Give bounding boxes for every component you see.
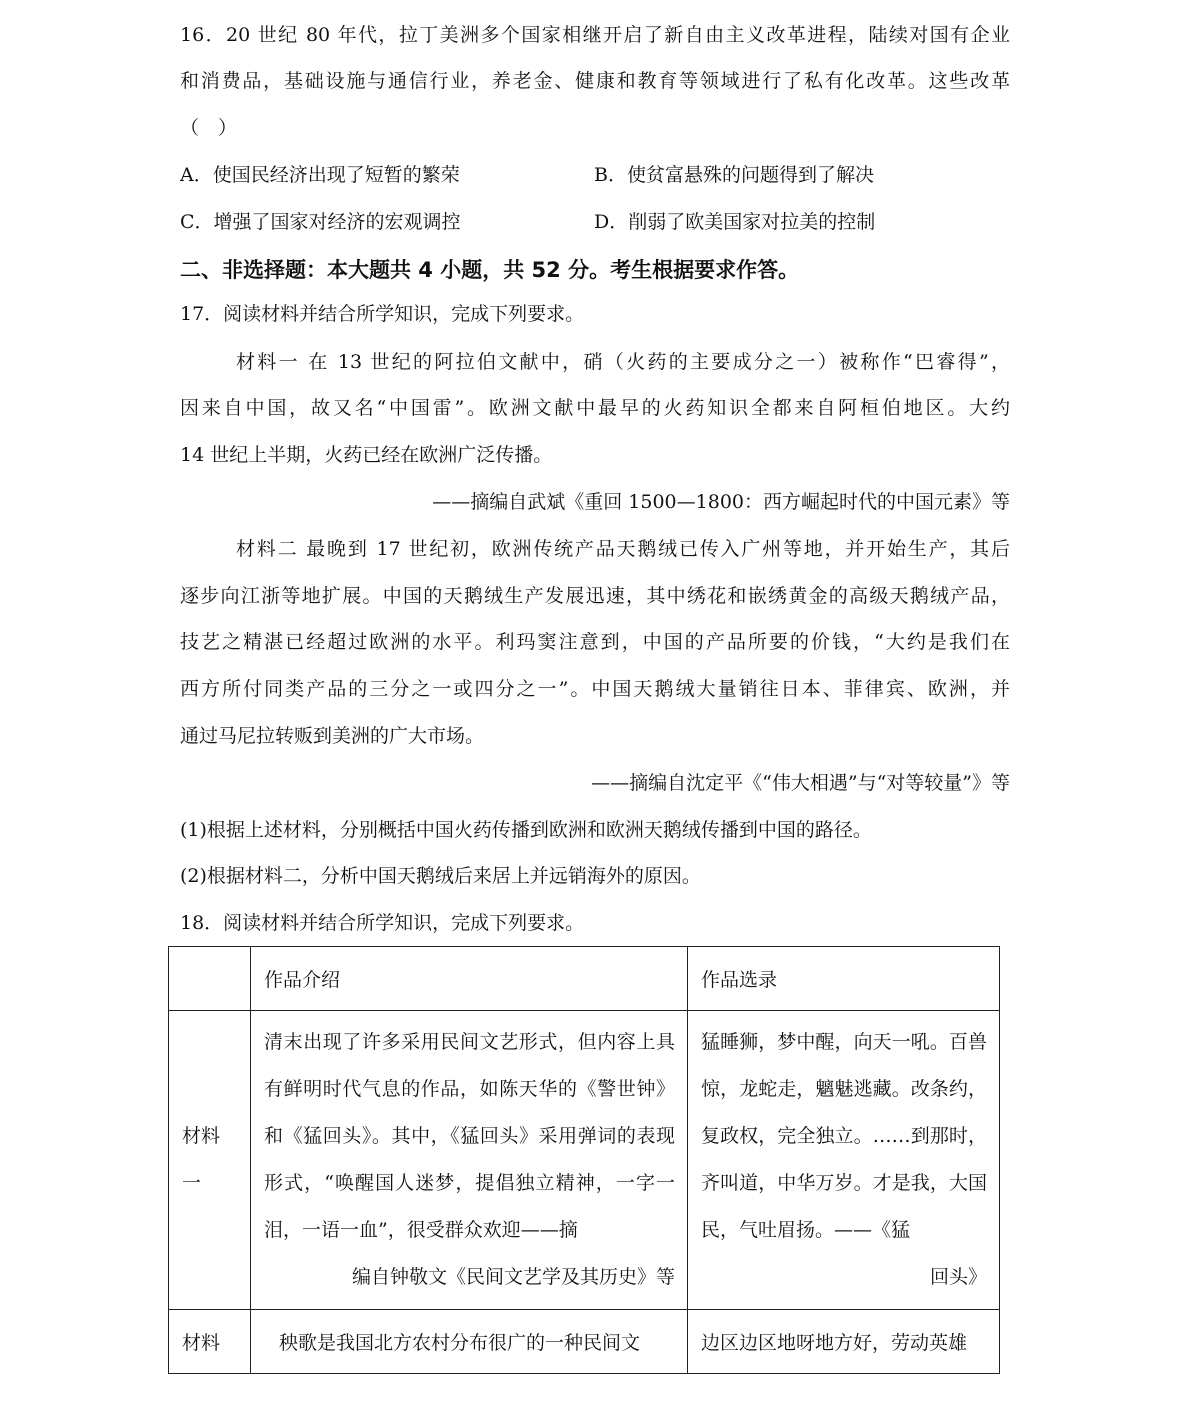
header-cell-label — [169, 947, 251, 1011]
table-header-row — [169, 947, 1000, 1011]
row1-excerpt-source: 回头》 — [929, 1266, 987, 1288]
q17-material-2-line-3: 技艺之精湛已经超过欧洲的水平。利玛窦注意到，中国的产品所要的价钱，“大约是我们在 — [180, 631, 1010, 653]
row1-excerpt: 猛睡狮，梦中醒，向天一吼。百兽惊，龙蛇走，魑魅逃藏。改条约，复政权，完全独立。……到那时，齐叫道，中华万岁。才是我，大国民，气吐眉扬。——《猛 — [701, 1031, 987, 1241]
q17-stem: 17．阅读材料并结合所学知识，完成下列要求。 — [180, 303, 585, 325]
row1-excerpt-cell — [688, 1011, 1000, 1310]
q16-answer-blank: （ ） — [180, 117, 238, 139]
q16-option-a: A．使国民经济出现了短暂的繁荣 — [180, 164, 460, 186]
q16-option-d: D．削弱了欧美国家对拉美的控制 — [594, 211, 876, 233]
section-2-heading: 二、非选择题：本大题共 4 小题，共 52 分。考生根据要求作答。 — [180, 258, 800, 282]
q16-option-c: C．增强了国家对经济的宏观调控 — [180, 211, 461, 233]
q16-stem-line-1: 16．20 世纪 80 年代，拉丁美洲多个国家相继开启了新自由主义改革进程，陆续对国有企业 — [180, 24, 1010, 46]
q17-material-2-line-5: 通过马尼拉转贩到美洲的广大市场。 — [180, 725, 485, 747]
q17-subquestion-1: (1)根据上述材料，分别概括中国火药传播到欧洲和欧洲天鹅绒传播到中国的路径。 — [180, 819, 872, 841]
row2-intro: 秧歌是我国北方农村分布很广的一种民间文 — [251, 1310, 688, 1374]
q17-subquestion-2: (2)根据材料二，分析中国天鹅绒后来居上并远销海外的原因。 — [180, 865, 701, 887]
q16-option-b: B．使贫富悬殊的问题得到了解决 — [594, 164, 874, 186]
row1-label-line-1: 材料 — [182, 1125, 221, 1147]
row1-excerpt-text — [688, 1011, 999, 1309]
header-cell-excerpt: 作品选录 — [688, 947, 1000, 1011]
q16-stem-line-2: 和消费品，基础设施与通信行业，养老金、健康和教育等领域进行了私有化改革。这些改革 — [180, 70, 1010, 92]
q17-material-2-line-1: 材料二 最晚到 17 世纪初，欧洲传统产品天鹅绒已传入广州等地，并开始生产，其后 — [236, 538, 1010, 560]
row1-intro-source: 编自钟敬文《民间文艺学及其历史》等 — [351, 1266, 675, 1288]
row1-label — [169, 1011, 251, 1310]
q17-material-2-source: ——摘编自沈定平《“伟大相遇”与“对等较量”》等 — [591, 772, 1010, 794]
q17-material-1-line-1: 材料一 在 13 世纪的阿拉伯文献中，硝（火药的主要成分之一）被称作“巴睿得”， — [236, 351, 1010, 373]
row1-intro: 清末出现了许多采用民间文艺形式，但内容上具有鲜明时代气息的作品，如陈天华的《警世钟》和《猛回头》。其中，《猛回头》采用弹词的表现形式，“唤醒国人迷梦，提倡独立精神，一字一泪，一语一血”，很受群众欢迎——摘 — [264, 1031, 675, 1241]
table-row-material-1 — [169, 1011, 1000, 1310]
q17-material-2-line-2: 逐步向江浙等地扩展。中国的天鹅绒生产发展迅速，其中绣花和嵌绣黄金的高级天鹅绒产品， — [180, 585, 1010, 607]
row2-label: 材料 — [169, 1310, 251, 1374]
q17-material-1-source: ——摘编自武斌《重回 1500—1800：西方崛起时代的中国元素》等 — [432, 491, 1010, 513]
q17-material-2-line-4: 西方所付同类产品的三分之一或四分之一”。中国天鹅绒大量销往日本、菲律宾、欧洲，并 — [180, 678, 1010, 700]
row1-label-line-2: 一 — [182, 1172, 202, 1194]
q17-material-1-line-3: 14 世纪上半期，火药已经在欧洲广泛传播。 — [180, 444, 553, 466]
row1-intro-text — [251, 1011, 687, 1309]
row1-intro-cell — [251, 1011, 688, 1310]
q18-stem: 18．阅读材料并结合所学知识，完成下列要求。 — [180, 912, 585, 934]
q17-material-1-line-2: 因来自中国，故又名“中国雷”。欧洲文献中最早的火药知识全都来自阿桓伯地区。大约 — [180, 397, 1010, 419]
table-row-material-2 — [169, 1310, 1000, 1374]
header-cell-intro: 作品介绍 — [251, 947, 688, 1011]
row2-excerpt: 边区边区地呀地方好，劳动英雄 — [688, 1310, 1000, 1374]
q18-materials-table — [168, 946, 1000, 1374]
